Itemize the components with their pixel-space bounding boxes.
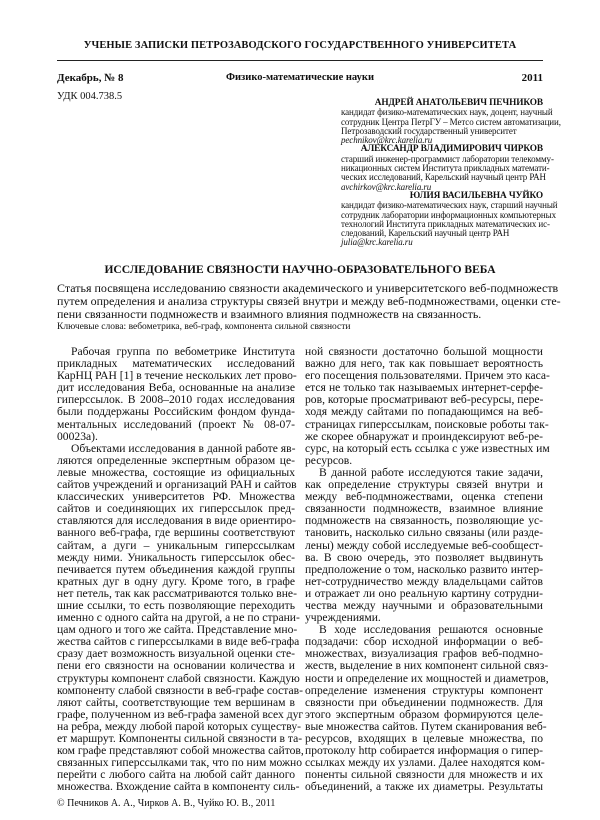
body-line: ментальных исследований (проект № 08-07- — [57, 417, 295, 431]
body-line: перейти с любого сайта на любой сайт данного — [57, 768, 295, 782]
body-line: ется не только так называемых интернет-серфе- — [305, 381, 543, 395]
body-line: ставляются для исследования в виде ориентиро- — [57, 514, 296, 528]
body-line: Рабочая группа по вебометрике Института — [71, 345, 295, 358]
body-line: были поддержаны Российским фондом фунда- — [57, 405, 295, 419]
body-line: тановить, насколько сильно связаны (или разде- — [305, 526, 543, 540]
body-line: и отражает ли оно реальную картину сотрудни- — [305, 586, 543, 600]
body-line: предположение о том, насколько развито интер- — [305, 562, 543, 576]
body-line: вые множества сайтов. Путем сканирования веб- — [305, 719, 547, 733]
body-line: левые множества, состоящие из официальных — [57, 465, 295, 479]
body-line: связанных гиперссылками так, что по ним можно — [57, 756, 303, 770]
abstract-line: путем определения и анализа структуры связей внутри и между веб-подмножествами, оценки сте- — [57, 294, 561, 308]
body-line: цам одного и того же сайта. Представление мно- — [57, 623, 298, 637]
body-line: ванного веб-графа, где вершины соответствуют — [57, 526, 295, 540]
body-line: между веб-подмножествами, оценка степени — [305, 490, 543, 504]
body-line: лены) между собой исследуемые веб-сообщест- — [305, 538, 543, 552]
author-affiliation-line: никационных систем Института прикладных математи- — [341, 163, 550, 174]
body-line: важно для него, так как повышает вероятность — [305, 357, 543, 371]
body-line: ком графе представляют собой множества сайтов, — [57, 744, 304, 758]
body-line: структуры компонент слабой связности. Каждую — [57, 671, 300, 685]
body-line: гиперссылок. В 2008–2010 годах исследования — [57, 393, 295, 407]
year-label: 2011 — [521, 72, 543, 84]
body-line: дит исследования Веба, основанные на анализе — [57, 381, 295, 395]
udk-code: УДК 004.738.5 — [57, 91, 123, 102]
body-line: Объектами исследования в данной работе яв- — [71, 441, 296, 455]
issue-label: Декабрь, № 8 — [57, 72, 124, 84]
body-line: поненты сильной связности для множеств и их — [305, 768, 543, 782]
author-name: АЛЕКСАНДР ВЛАДИМИРОВИЧ ЧИРКОВ — [360, 144, 543, 155]
body-line: ной связности достаточно большой мощности — [305, 345, 543, 358]
journal-title: УЧЕНЫЕ ЗАПИСКИ ПЕТРОЗАВОДСКОГО ГОСУДАРСТВЕННОГО УНИВЕРСИТЕТА — [83, 40, 517, 51]
body-line: нет-сотрудничество между владельцами сайтов — [305, 574, 543, 588]
body-line: ресурсов, входящих в целевые множества, по — [305, 732, 543, 745]
authors-block — [341, 98, 561, 248]
abstract-line: пени связанности подмножеств и взаимного влияния подмножеств на связанность. — [57, 307, 482, 321]
body-line: компоненту слабой связности в веб-графе состав- — [57, 683, 303, 697]
body-line: сурс, на который есть ссылка с уже известных им — [305, 441, 550, 455]
author-name: ЮЛИЯ ВАСИЛЬЕВНА ЧУЙКО — [409, 190, 543, 201]
body-line: ва. В свою очередь, это позволяет выдвинуть — [305, 550, 543, 564]
body-line: чества между научными и образовательными — [305, 598, 543, 612]
article-title: ИССЛЕДОВАНИЕ СВЯЗНОСТИ НАУЧНО-ОБРАЗОВАТЕЛЬНОГО ВЕБА — [104, 264, 496, 276]
body-line: ности и определение их мощностей и диаметров, — [305, 671, 549, 685]
body-line: нет петель, так как рассматриваются только вне- — [57, 586, 297, 600]
body-line: жества сайтов с гиперссылками в виде веб-графа — [57, 635, 300, 649]
left-column — [57, 345, 304, 794]
author-affiliation-line: сотрудник Центра ПетрГУ – Метсо систем автоматизации, — [341, 116, 561, 127]
body-line: прикладных математических исследований — [57, 357, 295, 371]
section-label: Физико-математические науки — [225, 72, 374, 83]
body-line: учреждениями. — [305, 611, 381, 625]
body-line: сайтов учреждений и организаций РАН и сайтов — [57, 478, 297, 492]
body-line: ресурсов. — [305, 453, 353, 467]
body-line: шние ссылки, то есть позволяющие переходить — [57, 598, 295, 612]
body-line: на ребра, между любой парой которых существу- — [57, 719, 301, 733]
body-line: пени его связности на основании количества и — [57, 659, 295, 673]
body-line: ляются определенные экспертным образом це- — [57, 453, 295, 467]
body-line: ров, которые просматривают веб-ресурсы, пере- — [305, 393, 544, 407]
header-rule — [57, 60, 543, 61]
body-line: жеств, выделение в них компонент сильной связ- — [305, 659, 549, 673]
body-line: именно с одного сайта на другой, а не по страни- — [57, 611, 300, 625]
body-line: же скорее обнаружат и проиндексируют веб-ре- — [305, 429, 543, 443]
body-line: его посещения пользователями. Причем это каса- — [305, 369, 550, 383]
body-line: протоколу http собирается информация о гипер- — [305, 744, 543, 758]
body-line: классических университетов РФ. Множества — [57, 490, 295, 504]
body-line: этого экспертным образом формируются целе- — [305, 707, 543, 721]
abstract — [57, 281, 561, 321]
keywords: Ключевые слова: вебометрика, веб-граф, компонента сильной связности — [57, 322, 351, 332]
author-affiliation-line: следований, Карельский научный центр РАН — [341, 228, 510, 239]
body-line: страницах гиперссылкам, поисковые роботы так- — [305, 417, 549, 431]
body-line: как определение структуры связей внутри и — [305, 478, 543, 492]
body-line: между ними. Уникальность гиперссылок обес- — [57, 550, 295, 564]
author-affiliation-line: сотрудник лаборатории информационных компьютерных — [341, 209, 556, 220]
author-email[interactable]: pechnikov@krc.karelia.ru — [341, 135, 433, 146]
abstract-line: Статья посвящена исследованию связности академического и университетского веб-подмножеств — [57, 281, 559, 295]
body-line: КарНЦ РАН [1] в течение нескольких лет прово- — [57, 369, 297, 383]
body-line: сайтам, а дуги – уникальным гиперссылкам — [57, 538, 295, 552]
author-email[interactable]: julia@krc.karelia.ru — [341, 237, 413, 248]
body-line: подзадачи: сбор исходной информации о веб- — [305, 635, 543, 649]
body-line: сайтов и соединяющих их гиперссылок пред- — [57, 502, 295, 516]
body-line: множества. Вхождение сайта в компоненту силь- — [57, 780, 300, 794]
body-line: множествах, визуализация графов веб-подмно- — [305, 647, 543, 661]
body-line: ходя между сайтами по попадающимся на веб- — [305, 405, 543, 419]
body-line: В данной работе исследуются такие задачи, — [319, 465, 543, 479]
author-name: АНДРЕЙ АНАТОЛЬЕВИЧ ПЕЧНИКОВ — [374, 98, 543, 108]
body-line: печивается путем объединения каждой группы — [57, 562, 295, 576]
body-line: кратных дуг в одну дугу. Кроме того, в графе — [57, 574, 295, 588]
body-line: 00023а). — [57, 429, 98, 443]
author-affiliation-line: ческих исследований, Карельский научный центр РАН — [341, 172, 546, 183]
body-line: ет маршрут. Компоненты сильной связности в та- — [57, 732, 303, 745]
author-affiliation-line: технологий Института прикладных математических ис- — [341, 218, 550, 229]
body-line: сразу дает возможность визуальной оценки сте- — [57, 647, 295, 661]
body-line: подмножеств на связанность, позволяющие ус- — [305, 514, 543, 528]
copyright: © Печников А. А., Чирков А. В., Чуйко Ю. В., 2011 — [57, 798, 276, 809]
body-line: связности при объединении подмножеств. Для — [305, 695, 543, 709]
author-affiliation-line: кандидат физико-математических наук, старший научный — [341, 200, 558, 211]
body-line: определение изменения структуры компонент — [305, 683, 543, 697]
author-affiliation-line: Петрозаводский государственный университет — [341, 125, 517, 136]
author-affiliation-line: старший инженер-программист лаборатории телекомму- — [341, 153, 554, 164]
author-affiliation-line: кандидат физико-математических наук, доцент, научный — [341, 107, 553, 118]
body-line: В ходе исследования решаются основные — [319, 623, 543, 637]
body-line: объединений, а также их диаметры. Результаты — [305, 780, 543, 794]
body-line: графе, полученном из веб-графа заменой всех дуг — [57, 707, 304, 721]
body-line: ссылках между их узлами. Далее находятся ком- — [305, 756, 545, 770]
author-email[interactable]: avchirkov@krc.karelia.ru — [341, 181, 432, 192]
body-line: связанности подмножеств, взаимное влияние — [305, 502, 543, 516]
right-column — [305, 345, 550, 794]
body-line: ляют сайты, соответствующие тем вершинам в — [57, 695, 295, 709]
